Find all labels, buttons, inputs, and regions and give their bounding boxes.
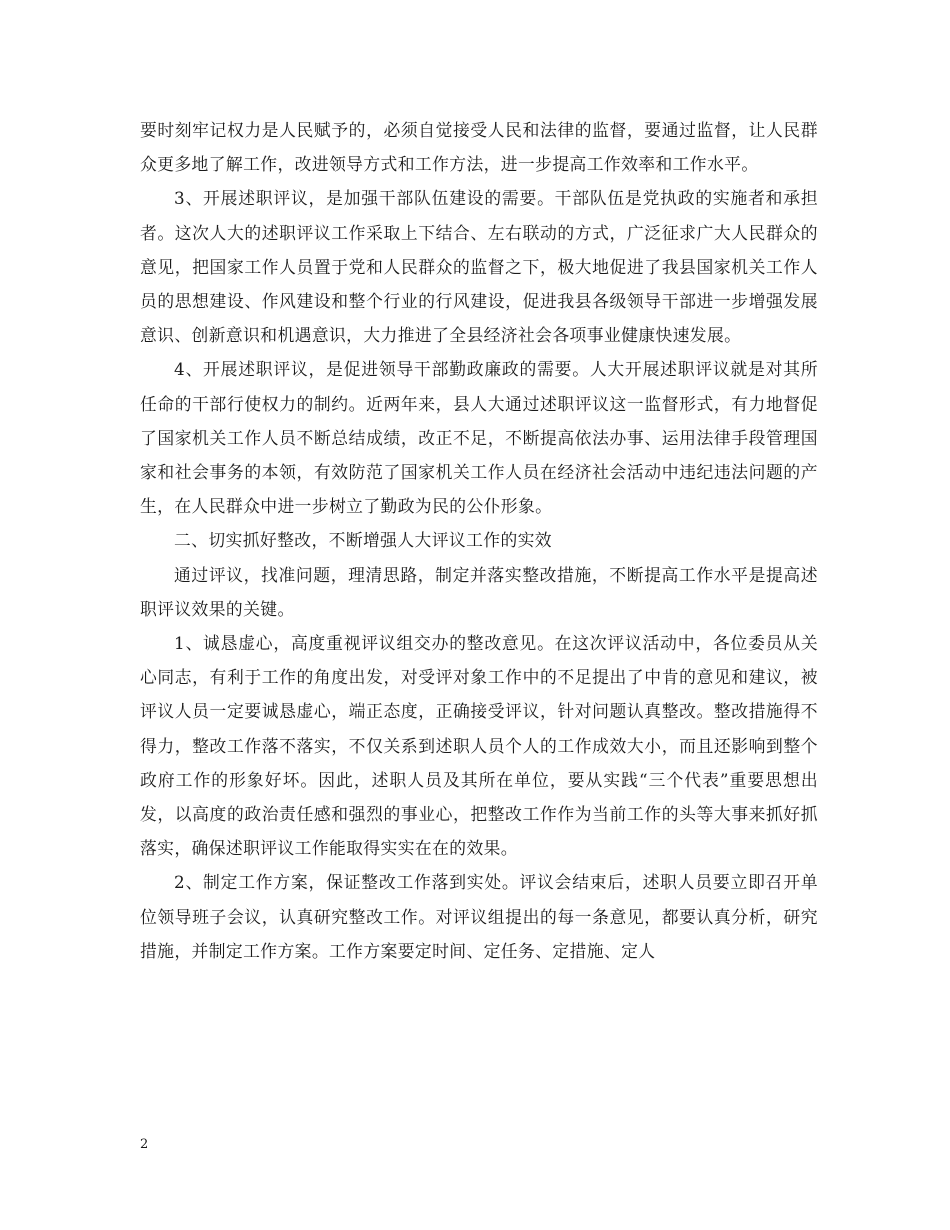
page-number: 2 xyxy=(140,1137,149,1152)
paragraph-7: 2、制定工作方案，保证整改工作落到实处。评议会结束后，述职人员要立即召开单位领导班子会议，认真研究整改工作。对评议组提出的每一条意见，都要认真分析，研究措施，并制定工作方案。工作方案要定时间、定任务、定措施、定人 xyxy=(140,872,818,961)
section-heading: 二、切实抓好整改，不断增强人大评议工作的实效 xyxy=(174,530,552,551)
paragraph-2: 3、开展述职评议，是加强干部队伍建设的需要。干部队伍是党执政的实施者和承担者。这次人大的述职评议工作采取上下结合、左右联动的方式，广泛征求广大人民群众的意见，把国家工作人员置于党和人民群众的监督之下，极大地促进了我县国家机关工作人员的思想建设、作风建设和整个行业的行风建设，促进我县各级领导干部进一步增强发展意识、创新意识和机遇意识，大力推进了全县经济社会各项事业健康快速发展。 xyxy=(140,188,818,346)
document-body xyxy=(140,113,818,968)
paragraph-5: 通过评议，找准问题，理清思路，制定并落实整改措施，不断提高工作水平是提高述职评议效果的关键。 xyxy=(140,564,818,619)
paragraph-1: 要时刻牢记权力是人民赋予的，必须自觉接受人民和法律的监督，要通过监督，让人民群众更多地了解工作，改进领导方式和工作方法，进一步提高工作效率和工作水平。 xyxy=(140,120,818,175)
paragraph-3: 4、开展述职评议，是促进领导干部勤政廉政的需要。人大开展述职评议就是对其所任命的干部行使权力的制约。近两年来，县人大通过述职评议这一监督形式，有力地督促了国家机关工作人员不断总结成绩，改正不足，不断提高依法办事、运用法律手段管理国家和社会事务的本领，有效防范了国家机关工作人员在经济社会活动中违纪违法问题的产生，在人民群众中进一步树立了勤政为民的公仆形象。 xyxy=(140,359,818,517)
paragraph-6: 1、诚恳虚心，高度重视评议组交办的整改意见。在这次评议活动中，各位委员从关心同志，有利于工作的角度出发，对受评对象工作中的不足提出了中肯的意见和建议，被评议人员一定要诚恳虚心，端正态度，正确接受评议，针对问题认真整改。整改措施得不得力，整改工作落不落实，不仅关系到述职人员个人的工作成效大小，而且还影响到整个政府工作的形象好坏。因此，述职人员及其所在单位，要从实践“三个代表”重要思想出发，以高度的政治责任感和强烈的事业心，把整改工作作为当前工作的头等大事来抓好抓落实，确保述职评议工作能取得实实在在的效果。 xyxy=(140,633,818,859)
